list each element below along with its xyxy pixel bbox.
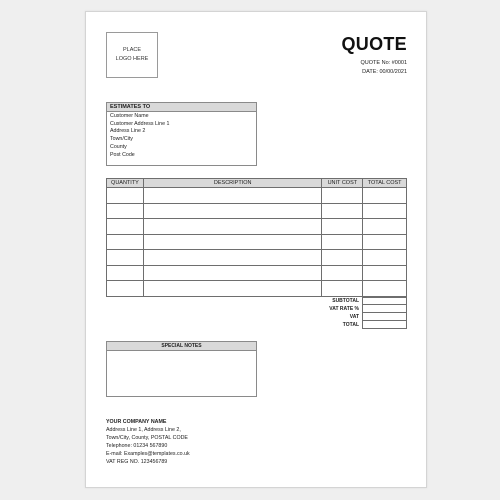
customer-post-code: Post Code bbox=[110, 151, 135, 158]
total-cost-cell[interactable] bbox=[363, 188, 407, 204]
unit-cost-cell[interactable] bbox=[322, 234, 363, 250]
customer-name: Customer Name bbox=[110, 113, 149, 119]
quantity-cell[interactable] bbox=[107, 203, 144, 219]
description-cell[interactable] bbox=[143, 203, 322, 219]
table-row bbox=[107, 250, 407, 266]
company-vat-reg: VAT REG NO. 123456789 bbox=[106, 458, 168, 465]
customer-address-line-2: Address Line 2 bbox=[110, 128, 146, 135]
quote-document bbox=[85, 11, 427, 488]
items-table-header bbox=[107, 179, 407, 188]
description-cell[interactable] bbox=[143, 250, 322, 266]
unit-cost-cell[interactable] bbox=[322, 188, 363, 204]
table-row bbox=[107, 234, 407, 250]
company-address-line-1: Address Line 1, Address Line 2, bbox=[106, 426, 181, 433]
unit-cost-cell[interactable] bbox=[322, 281, 363, 297]
estimates-to-header: ESTIMATES TO bbox=[107, 103, 256, 112]
company-details bbox=[106, 419, 190, 466]
unit-cost-cell[interactable] bbox=[322, 250, 363, 266]
company-telephone: Telephone: 01234 567890 bbox=[106, 442, 168, 449]
unit-cost-cell[interactable] bbox=[322, 219, 363, 235]
total-value[interactable] bbox=[362, 321, 407, 329]
total-row bbox=[106, 321, 407, 329]
company-email: E-mail: Examples@templates.co.uk bbox=[106, 450, 190, 457]
table-row bbox=[107, 281, 407, 297]
logo-line-1: PLACE bbox=[122, 47, 142, 53]
logo-line-2: LOGO HERE bbox=[115, 56, 149, 62]
table-row bbox=[107, 203, 407, 219]
quantity-cell[interactable] bbox=[107, 250, 144, 266]
vat-rate-row bbox=[106, 305, 407, 313]
unit-cost-cell[interactable] bbox=[322, 203, 363, 219]
vat-value[interactable] bbox=[362, 313, 407, 321]
total-cost-cell[interactable] bbox=[363, 265, 407, 281]
quantity-cell[interactable] bbox=[107, 234, 144, 250]
vat-rate-value[interactable] bbox=[362, 305, 407, 313]
total-cost-cell[interactable] bbox=[363, 234, 407, 250]
special-notes-header: SPECIAL NOTES bbox=[107, 342, 256, 351]
description-cell[interactable] bbox=[143, 188, 322, 204]
total-cost-cell[interactable] bbox=[363, 203, 407, 219]
table-row bbox=[107, 219, 407, 235]
items-table bbox=[106, 178, 407, 297]
total-cost-cell[interactable] bbox=[363, 219, 407, 235]
total-label: TOTAL bbox=[342, 322, 359, 328]
column-total-cost: TOTAL COST bbox=[363, 179, 407, 188]
total-cost-cell[interactable] bbox=[363, 250, 407, 266]
subtotal-row bbox=[106, 297, 407, 305]
description-cell[interactable] bbox=[143, 265, 322, 281]
vat-label: VAT bbox=[349, 314, 359, 320]
subtotal-value[interactable] bbox=[362, 297, 407, 305]
vat-row bbox=[106, 313, 407, 321]
customer-town: Town/City bbox=[110, 136, 133, 143]
column-quantity: QUANTITY bbox=[107, 179, 144, 188]
quote-date: DATE: 00/00/2021 bbox=[362, 69, 407, 75]
customer-details bbox=[107, 112, 256, 160]
quote-meta bbox=[361, 59, 407, 77]
company-address-line-2: Town/City, County, POSTAL CODE bbox=[106, 434, 188, 441]
quantity-cell[interactable] bbox=[107, 219, 144, 235]
unit-cost-cell[interactable] bbox=[322, 265, 363, 281]
column-unit-cost: UNIT COST bbox=[322, 179, 363, 188]
customer-county: County bbox=[110, 143, 127, 150]
totals-block bbox=[106, 297, 407, 329]
quantity-cell[interactable] bbox=[107, 188, 144, 204]
total-cost-cell[interactable] bbox=[363, 281, 407, 297]
quantity-cell[interactable] bbox=[107, 281, 144, 297]
column-description: DESCRIPTION bbox=[143, 179, 322, 188]
logo-placeholder bbox=[106, 32, 158, 78]
description-cell[interactable] bbox=[143, 281, 322, 297]
description-cell[interactable] bbox=[143, 219, 322, 235]
table-row bbox=[107, 265, 407, 281]
special-notes-box[interactable] bbox=[106, 341, 257, 397]
table-row bbox=[107, 188, 407, 204]
estimates-to-box bbox=[106, 102, 257, 166]
quote-number: QUOTE No: #0001 bbox=[360, 60, 407, 66]
quantity-cell[interactable] bbox=[107, 265, 144, 281]
document-title: QUOTE bbox=[341, 34, 407, 54]
subtotal-label: SUBTOTAL bbox=[332, 298, 359, 304]
customer-address-line-1: Customer Address Line 1 bbox=[110, 120, 170, 127]
description-cell[interactable] bbox=[143, 234, 322, 250]
company-name: YOUR COMPANY NAME bbox=[106, 419, 167, 425]
vat-rate-label: VAT RATE % bbox=[329, 306, 359, 312]
